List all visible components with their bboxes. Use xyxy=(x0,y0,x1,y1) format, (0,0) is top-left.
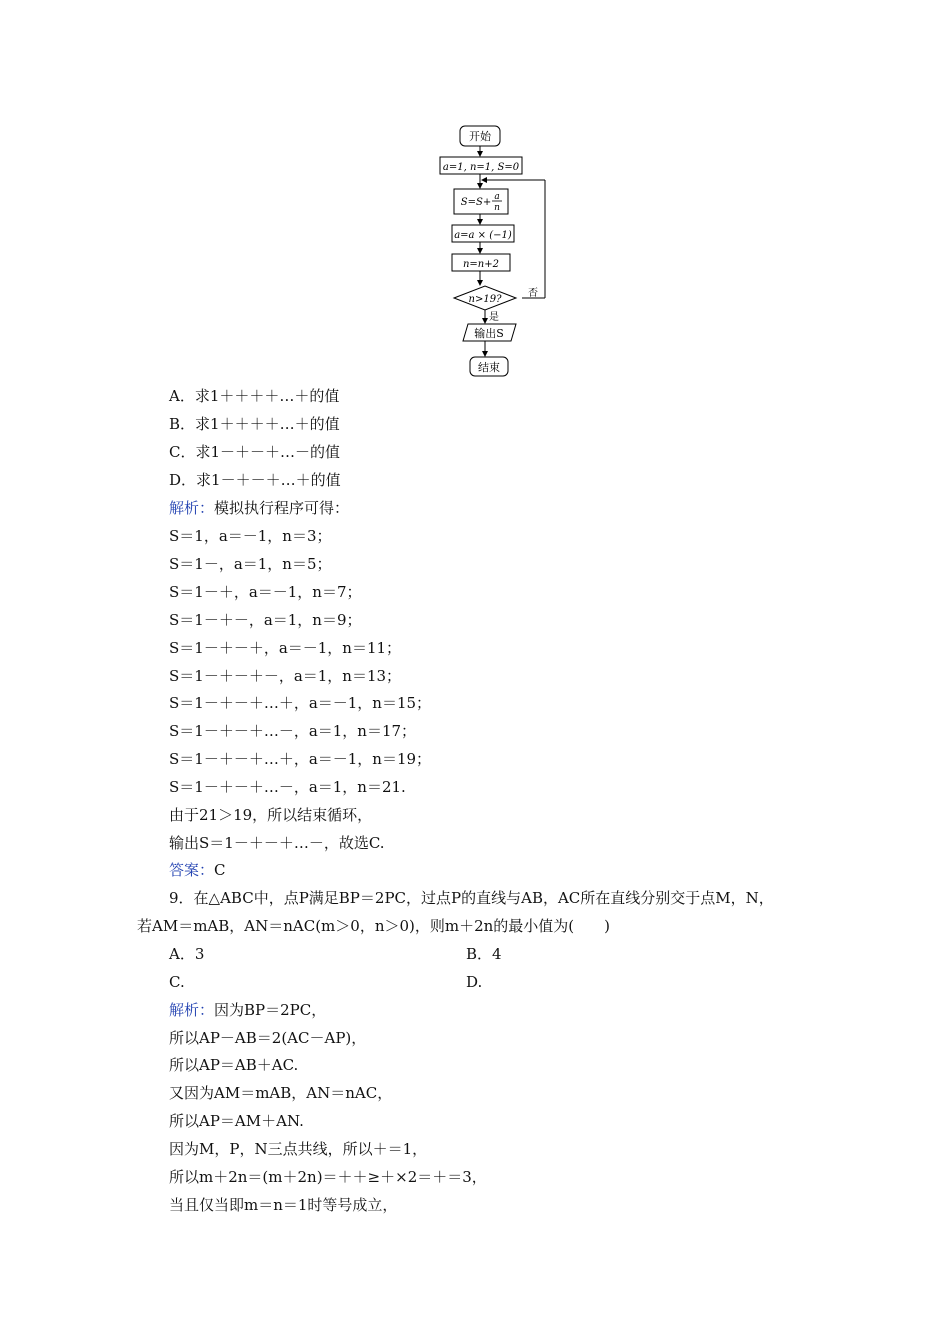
q8-option-b: B．求1＋＋＋＋…＋的值 xyxy=(169,415,340,433)
q8-step: S＝1－＋，a＝－1，n＝7； xyxy=(169,583,362,601)
flow-yes-label: 是 xyxy=(489,312,499,323)
flow-frac-den: n xyxy=(494,203,500,213)
q8-solution-label: 解析： xyxy=(169,499,215,517)
q8-step: S＝1－＋－，a＝1，n＝9； xyxy=(169,611,362,629)
q9-solution-heading xyxy=(169,1000,326,1020)
flow-start-text: 开始 xyxy=(469,130,491,143)
q9-solution-label: 解析： xyxy=(169,1001,215,1019)
q8-step: S＝1－＋－＋…＋，a＝－1，n＝15； xyxy=(169,694,432,712)
q8-option-d: D．求1－＋－＋…＋的值 xyxy=(169,471,341,489)
flow-no-label: 否 xyxy=(528,288,538,299)
q8-solution-heading xyxy=(169,498,349,518)
q8-step: S＝1－＋－＋…－，a＝1，n＝21. xyxy=(169,778,406,796)
q8-option-c: C．求1－＋－＋…－的值 xyxy=(169,443,341,461)
q9-option-c: C. xyxy=(169,973,185,991)
q9-option-b: B．4 xyxy=(466,945,502,963)
q9-solution-line: 当且仅当即m＝n＝1时等号成立， xyxy=(169,1196,398,1214)
q9-solution-line: 所以AP＝AB＋AC. xyxy=(169,1056,299,1074)
flow-update-text: S=S+ xyxy=(460,197,492,208)
q8-answer-value: C xyxy=(214,861,226,879)
flowchart xyxy=(430,120,560,385)
q8-step: S＝1－＋－＋…－，a＝1，n＝17； xyxy=(169,722,417,740)
q9-solution-line: 又因为AM＝mAB，AN＝nAC， xyxy=(169,1084,393,1102)
q9-solution-first: 因为BP＝2PC， xyxy=(214,1001,327,1019)
q9-option-a: A．3 xyxy=(169,945,205,963)
q8-conclusion-1: 由于21＞19，所以结束循环， xyxy=(169,806,373,824)
flow-output-text: 输出S xyxy=(474,327,504,340)
q8-option-a: A．求1＋＋＋＋…＋的值 xyxy=(169,387,340,405)
q9-solution-line: 因为M，P，N三点共线，所以＋＝1， xyxy=(169,1140,428,1158)
q9-solution-line: 所以AP＝AM＋AN. xyxy=(169,1112,304,1130)
q8-step: S＝1－＋－＋－，a＝1，n＝13； xyxy=(169,667,402,685)
q9-solution-line: 所以m＋2n＝(m＋2n)＝＋＋≥＋×2＝＋＝3， xyxy=(169,1168,487,1186)
q8-step: S＝1－＋－＋…＋，a＝－1，n＝19； xyxy=(169,750,432,768)
flow-increment-text: n=n+2 xyxy=(462,259,500,270)
q8-answer xyxy=(169,860,226,880)
q9-solution-line: 所以AP－AB＝2(AC－AP)， xyxy=(169,1029,367,1047)
flow-end-text: 结束 xyxy=(478,361,500,374)
q8-step: S＝1－，a＝1，n＝5； xyxy=(169,555,332,573)
q8-solution-intro: 模拟执行程序可得： xyxy=(214,499,350,517)
q9-stem-line-2: 若AM＝mAB，AN＝nAC(m＞0，n＞0)，则m＋2n的最小值为( ) xyxy=(137,917,611,935)
q8-step: S＝1－＋－＋，a＝－1，n＝11； xyxy=(169,639,402,657)
flow-negate-text: a=a × (−1) xyxy=(454,230,512,241)
q9-stem-line-1: 9．在△ABC中，点P满足BP＝2PC，过点P的直线与AB，AC所在直线分别交于点M，N， xyxy=(169,889,774,907)
flow-init-text: a=1, n=1, S=0 xyxy=(442,162,520,173)
q8-conclusion-2: 输出S＝1－＋－＋…－，故选C. xyxy=(169,834,385,852)
q9-option-d: D. xyxy=(466,973,483,991)
q8-step: S＝1，a＝－1，n＝3； xyxy=(169,527,332,545)
flow-frac-num: a xyxy=(494,192,500,202)
q8-answer-label: 答案： xyxy=(169,861,215,879)
flow-condition-text: n>19? xyxy=(468,294,502,305)
